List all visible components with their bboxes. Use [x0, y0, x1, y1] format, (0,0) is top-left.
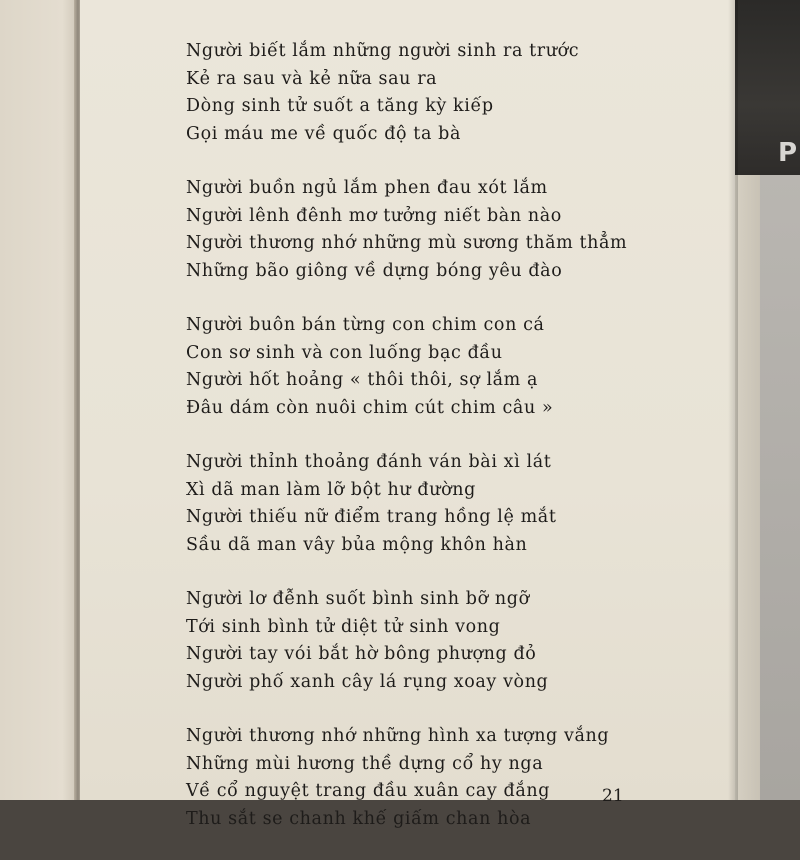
under-page-edge — [735, 175, 760, 800]
poem-line: Người thiếu nữ điểm trang hồng lệ mắt — [186, 507, 557, 527]
stanza — [186, 312, 706, 422]
stanza — [186, 449, 706, 559]
poem-line: Xì dã man làm lỡ bột hư đường — [186, 479, 476, 500]
poem-line: Người tay vói bắt hờ bông phượng đỏ — [186, 644, 537, 664]
stanza — [186, 175, 706, 285]
poem-line: Dòng sinh tử suốt a tăng kỳ kiếp — [186, 96, 494, 116]
background-letter: P — [778, 138, 798, 168]
poem-line: Người hốt hoảng « thôi thôi, sợ lắm ạ — [186, 370, 539, 390]
poem-line: Người phố xanh cây lá rụng xoay vòng — [186, 671, 549, 692]
poem-line: Người biết lắm những người sinh ra trước — [186, 41, 580, 61]
poem-line: Người thỉnh thoảng đánh ván bài xì lát — [186, 452, 552, 472]
poem-line: Những mùi hương thề dựng cổ hy nga — [186, 753, 544, 774]
poem-line: Người thương nhớ những mù sương thăm thẳm — [186, 233, 628, 253]
poem-line: Người thương nhớ những hình xa tượng vắng — [186, 726, 610, 746]
poem-text — [186, 38, 706, 860]
poem-line: Người lênh đênh mơ tưởng niết bàn nào — [186, 205, 562, 226]
poem-line: Kẻ ra sau và kẻ nữa sau ra — [186, 68, 438, 89]
poem-line: Người buôn bán từng con chim con cá — [186, 315, 545, 335]
poem-line: Về cổ nguyệt trang đầu xuân cay đắng — [186, 781, 551, 801]
poem-line: Thu sắt se chanh khế giấm chan hòa — [186, 808, 532, 829]
stanza — [186, 723, 706, 833]
stanza — [186, 586, 706, 696]
poem-line: Đâu dám còn nuôi chim cút chim câu » — [186, 397, 554, 418]
poem-line: Gọi máu me về quốc độ ta bà — [186, 123, 461, 144]
left-page-edge — [0, 0, 78, 800]
page-number: 21 — [602, 786, 624, 806]
poem-line: Tới sinh bình tử diệt tử sinh vong — [186, 616, 501, 637]
poem-line: Người buồn ngủ lắm phen đau xót lắm — [186, 178, 548, 198]
poem-line: Sầu dã man vây bủa mộng khôn hàn — [186, 534, 528, 555]
poem-line: Con sơ sinh và con luống bạc đầu — [186, 342, 503, 363]
page-edge-shadow — [728, 0, 738, 800]
poem-line: Những bão giông về dựng bóng yêu đào — [186, 260, 563, 281]
stanza — [186, 38, 706, 148]
poem-line: Người lơ đễnh suốt bình sinh bỡ ngỡ — [186, 589, 530, 609]
